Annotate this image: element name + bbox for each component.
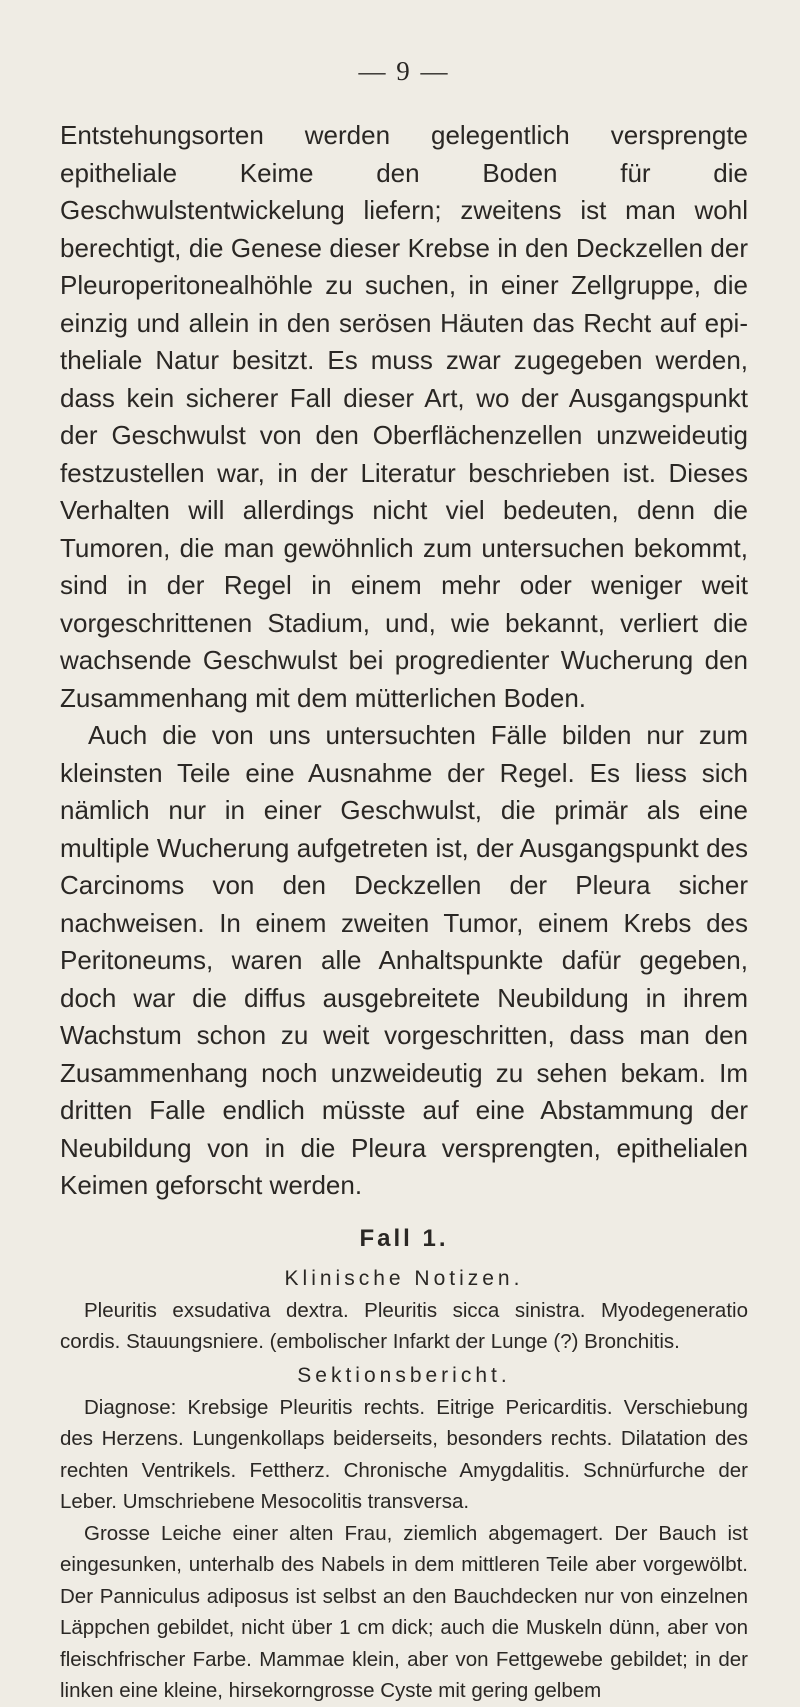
paragraph-1: Entstehungsorten werden gelegentlich versprengte epitheliale Keime den Boden für die Geschwulstentwickelung liefern; zweitens ist man wohl berechtigt, die Genese dieser Krebse in den Deckzellen der Pleuroperitonealhöhle zu suchen, in einer Zellgruppe, die einzig und allein in den serösen Häuten das Recht auf epitheliale Natur besitzt. Es muss zwar zugegeben werden, dass kein sicherer Fall dieser Art, wo der Ausgangspunkt der Geschwulst von den Oberflächenzellen unzweideutig festzustellen war, in der Literatur beschrieben ist. Dieses Verhalten will allerdings nicht viel bedeuten, denn die Tumoren, die man gewöhnlich zum untersuchen bekommt, sind in der Regel in einem mehr oder weniger weit vorgeschrittenen Stadium, und, wie bekannt, verliert die wachsende Geschwulst bei progredienter Wucherung den Zusammenhang mit dem mütterlichen Boden.: [60, 120, 748, 713]
page-number: — 9 —: [358, 56, 450, 86]
autopsy-report-heading: Sektionsbericht.: [297, 1363, 511, 1387]
paragraph-2: Auch die von uns untersuchten Fälle bilden nur zum kleinsten Teile eine Ausnahme der Regel. Es liess sich nämlich nur in einer Geschwulst, die primär als eine multiple Wucherung aufgetreten ist, der Ausgangspunkt des Carcinoms von den Deckzellen der Pleura sicher nachweisen. In einem zweiten Tumor, einem Krebs des Peritoneums, waren alle Anhaltspunkte dafür gegeben, doch war die diffus ausgebreitete Neubildung in ihrem Wachstum schon zu weit vorgeschritten, dass man den Zusammenhang noch unzweideutig zu sehen bekam. Im dritten Falle endlich müsste auf eine Abstammung der Neubildung von in die Pleura versprengten, epithelialen Keimen geforscht werden.: [60, 720, 748, 1200]
clinical-notes-text: Pleuritis exsudativa dextra. Pleuritis sicca sinistra. Myodegeneratio cordis. Stauungsniere. (embolischer Infarkt der Lunge (?) Bronchitis.: [60, 1298, 748, 1353]
body-description-text: Grosse Leiche einer alten Frau, ziemlich abgemagert. Der Bauch ist eingesunken, unterhalb des Nabels in dem mittleren Teile aber vorgewölbt. Der Panniculus adiposus ist selbst an den Bauchdecken nur von einzelnen Läppchen gebildet, nicht über 1 cm dick; auch die Muskeln dünn, aber von fleischfrischer Farbe. Mammae klein, aber von Fettgewebe gebildet; in der linken eine kleine, hirsekorngrosse Cyste mit gering gelbem: [60, 1521, 748, 1702]
clinical-notes-heading: Klinische Notizen.: [284, 1266, 524, 1290]
case-heading: Fall 1.: [359, 1224, 449, 1252]
diagnosis-text: Diagnose: Krebsige Pleuritis rechts. Eitrige Pericarditis. Verschiebung des Herzens. Lungenkollaps beiderseits, besonders rechts. Dilatation des rechten Ventrikels. Fettherz. Chronische Amygdalitis. Schnürfurche der Leber. Umschriebene Mesocolitis transversa.: [60, 1395, 748, 1513]
